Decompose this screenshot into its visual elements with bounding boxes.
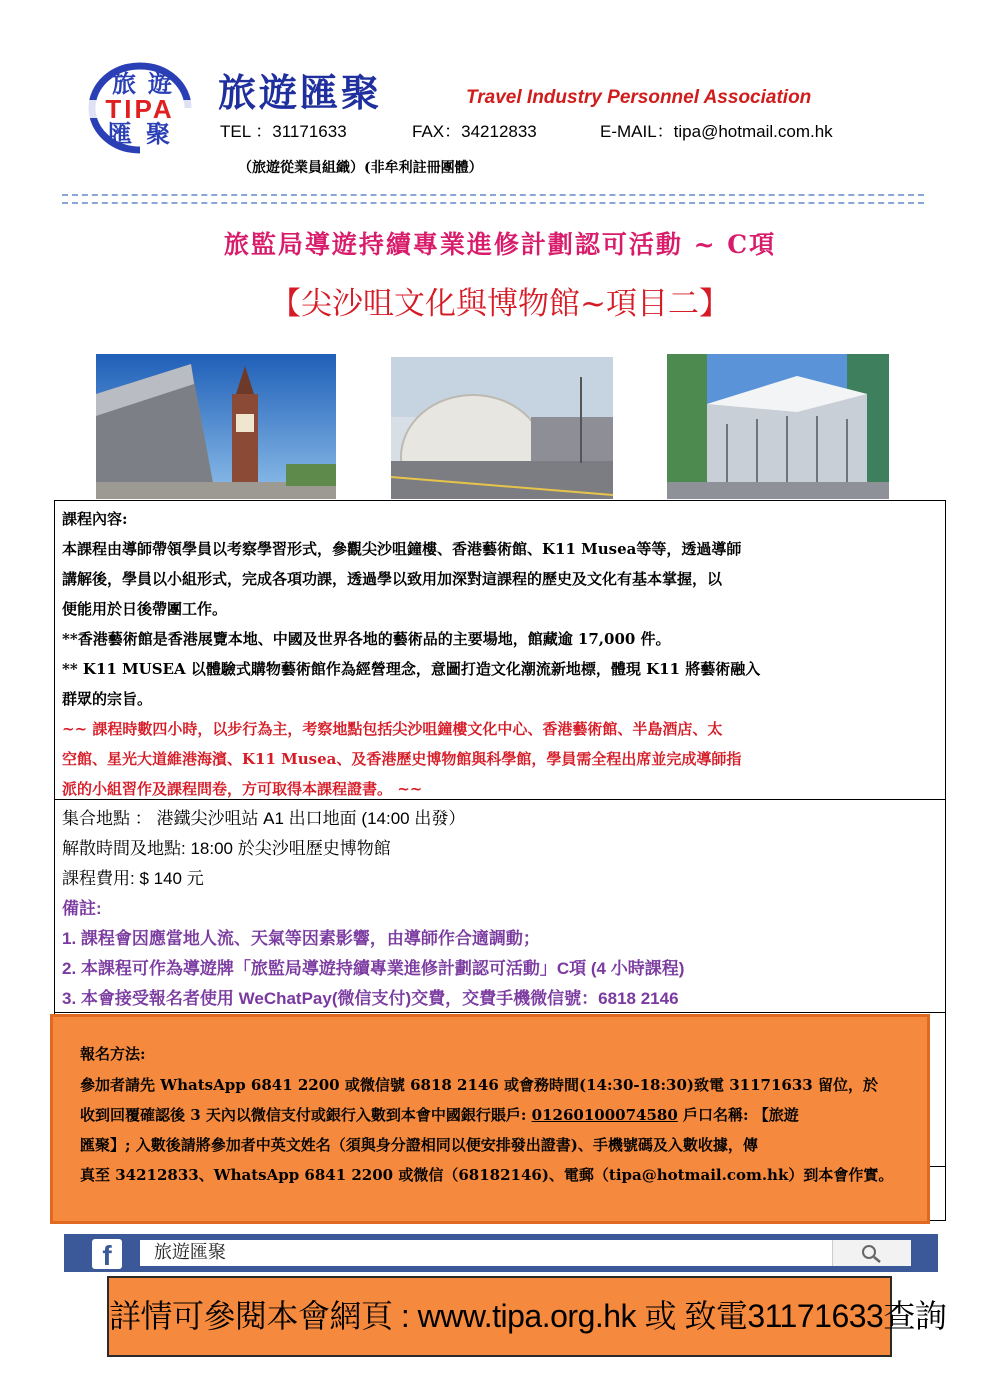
activity-title: 旅監局導遊持續專業進修計劃認可活動 ~ C項 [223, 230, 777, 259]
registration-line: 真至 34212833、WhatsApp 6841 2200 或微信（68182146)、電郵（tipa@hotmail.com.hk）到本會作實。 [80, 1166, 894, 1184]
registration-line: 匯聚】; 入數後請將參加者中英文姓名（須與身分證相同以便安排發出證書)、手機號碼及入數收據，傳 [80, 1136, 758, 1154]
remark-item: 2. 本課程可作為導遊牌「旅監局導遊持續專業進修計劃認可活動」C項 (4 小時課程) [62, 959, 685, 978]
dismiss-time: 解散時間及地點: 18:00 於尖沙咀歷史博物館 [62, 839, 391, 858]
course-line: 講解後，學員以小組形式，完成各項功課，透過學以致用加深對這課程的歷史及文化有基本掌握，以 [62, 570, 723, 588]
course-note-line: 派的小組習作及課程問卷，方可取得本課程證書。 ~~ [62, 780, 423, 798]
tipa-logo [82, 60, 198, 156]
header-separator [62, 194, 924, 204]
space-museum-photo [391, 357, 613, 499]
registration-text: 收到回覆確認後 3 天內以微信支付或銀行入數到本會中國銀行賬戶: [80, 1106, 532, 1124]
k11-musea-photo [667, 354, 889, 499]
remarks-heading: 備註: [62, 899, 102, 918]
org-note: （旅遊從業員組織）(非牟利註冊團體） [238, 160, 483, 176]
org-name-cn: 旅遊匯聚 [218, 70, 383, 115]
svg-text:旅: 旅 [112, 69, 136, 98]
registration-instructions [80, 1070, 920, 1190]
facebook-search-field[interactable] [140, 1240, 832, 1266]
registration-line [80, 1100, 920, 1130]
remark-item: 1. 課程會因應當地人流、天氣等因素影響，由導師作合適調動； [62, 929, 540, 948]
logo-text: TIPA [105, 94, 175, 124]
search-icon [833, 1240, 911, 1266]
facebook-search-text: 旅遊匯聚 [154, 1242, 226, 1263]
fax-text: FAX：34212833 [412, 122, 537, 141]
bank-account-number: 01260100074580 [531, 1106, 678, 1124]
search-button[interactable] [832, 1240, 911, 1266]
course-line: 便能用於日後帶團工作。 [62, 600, 228, 618]
course-line: 群眾的宗旨。 [62, 690, 153, 708]
course-info [62, 804, 932, 1014]
tel-text: TEL ：31171633 [220, 122, 347, 141]
registration-line: 參加者請先 WhatsApp 6841 2200 或微信號 6818 2146 或會務時間(14:30-18:30)致電 31171633 留位，於 [80, 1076, 878, 1094]
course-line: **香港藝術館是香港展覽本地、中國及世界各地的藝術品的主要場地，館藏逾 17,000 件。 [62, 630, 671, 648]
course-note-line: 空館、星光大道維港海濱、K11 Musea、及香港歷史博物館與科學館，學員需全程出席並完成導師指 [62, 750, 742, 768]
clock-tower-photo [96, 354, 336, 499]
program-title: 【尖沙咀文化與博物館~項目二】 [270, 286, 730, 322]
meeting-point: 集合地點 ： 港鐵尖沙咀站 A1 出口地面 (14:00 出發） [62, 809, 466, 828]
course-description [62, 534, 940, 804]
svg-text:遊: 遊 [148, 69, 172, 98]
org-name-en: Travel Industry Personnel Association [466, 87, 812, 108]
svg-text:匯: 匯 [108, 119, 132, 148]
website-banner: 詳情可參閱本會網頁 : www.tipa.org.hk 或 致電31171633查詢 [107, 1276, 892, 1357]
course-line: ** K11 MUSEA 以體驗式購物藝術館作為經營理念，意圖打造文化潮流新地標，體現 K11 將藝術融入 [62, 660, 761, 678]
course-note-line: ~~ 課程時數四小時，以步行為主，考察地點包括尖沙咀鐘樓文化中心、香港藝術館、半島酒店、太 [62, 720, 723, 738]
registration-text: 戶口名稱: 【旅遊 [677, 1106, 799, 1124]
svg-text:聚: 聚 [146, 119, 170, 148]
email-text: E-MAIL：tipa@hotmail.com.hk [600, 122, 833, 141]
course-heading: 課程內容: [62, 510, 128, 528]
course-fee: 課程費用: $ 140 元 [62, 869, 204, 888]
registration-heading: 報名方法: [80, 1045, 146, 1063]
facebook-icon[interactable]: f [92, 1239, 122, 1269]
course-line: 本課程由導師帶領學員以考察學習形式，參觀尖沙咀鐘樓、香港藝術館、K11 Musea等等，透過導師 [62, 540, 742, 558]
remark-item: 3. 本會接受報名者使用 WeChatPay(微信支付)交費，交費手機微信號：6818 2146 [62, 989, 679, 1008]
